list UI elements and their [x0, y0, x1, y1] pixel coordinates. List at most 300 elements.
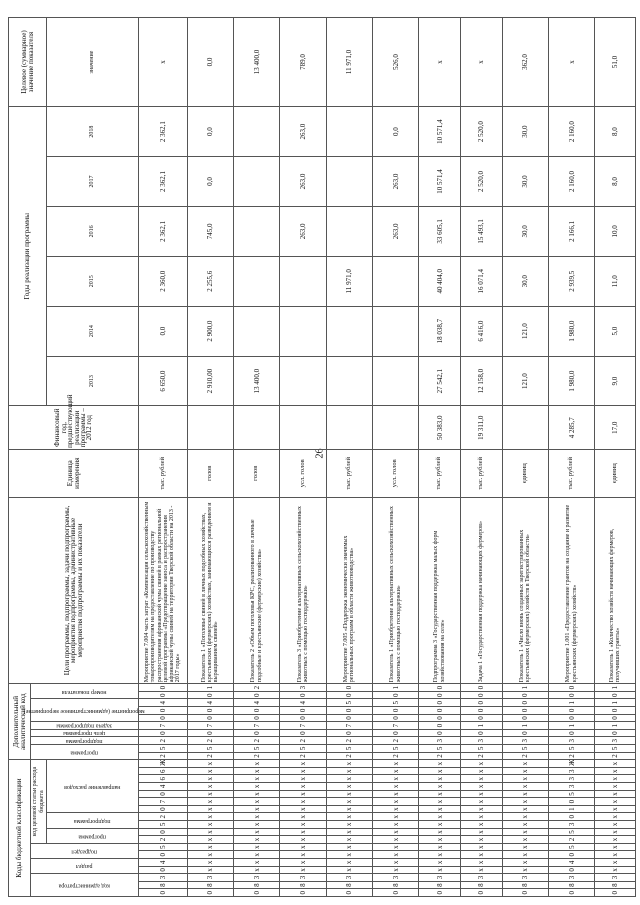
- budget-code-digit: х: [502, 821, 548, 829]
- table-row: [233, 18, 279, 897]
- header-ac-pokazatel: номер показателя: [31, 684, 139, 699]
- row-year-2018: 2 520,0: [461, 107, 503, 157]
- analytic-code-digit: 0: [595, 714, 636, 722]
- analytic-code-digit: 5: [187, 745, 233, 753]
- row-year-2016: 745,0: [187, 206, 233, 256]
- analytic-code-digit: 1: [595, 699, 636, 707]
- budget-code-digit: х: [233, 783, 279, 791]
- budget-code-digit: х: [502, 813, 548, 821]
- budget-code-digit: х: [372, 843, 418, 851]
- table-row: [187, 18, 233, 897]
- row-year-2016: 15 493,1: [461, 206, 503, 256]
- row-year-2018: 10 571,4: [419, 107, 461, 157]
- budget-code-digit: х: [502, 767, 548, 775]
- row-year-2016: 2 166,1: [549, 206, 595, 256]
- analytic-code-digit: 0: [372, 691, 418, 699]
- analytic-code-digit: 2: [233, 684, 279, 692]
- budget-code-digit: 5: [549, 828, 595, 836]
- budget-code-digit: х: [187, 775, 233, 783]
- header-admin-code: код администратора: [31, 874, 139, 897]
- budget-code-digit: 0: [233, 889, 279, 897]
- analytic-code-digit: 0: [549, 714, 595, 722]
- budget-code-digit: х: [595, 775, 636, 783]
- budget-code-digit: 4: [139, 859, 188, 867]
- budget-code-digit: х: [280, 843, 326, 851]
- budget-code-digit: х: [461, 859, 503, 867]
- page-number: 26: [314, 448, 326, 458]
- analytic-code-digit: 0: [461, 707, 503, 715]
- budget-code-digit: х: [280, 783, 326, 791]
- budget-code-digit: х: [502, 866, 548, 874]
- analytic-code-digit: 0: [419, 729, 461, 737]
- budget-code-digit: 8: [549, 881, 595, 889]
- row-year-2017: 263,0: [372, 157, 418, 207]
- budget-code-digit: х: [187, 798, 233, 806]
- analytic-code-digit: 3: [549, 737, 595, 745]
- row-year-2014: 1 980,0: [549, 306, 595, 356]
- budget-code-digit: х: [326, 783, 372, 791]
- row-year-2015: 2 360,0: [139, 256, 188, 306]
- header-year-2016: 2016: [47, 206, 139, 256]
- analytic-code-digit: 2: [326, 737, 372, 745]
- budget-code-digit: 6: [139, 775, 188, 783]
- header-cs-group: код целевой статьи расхода бюджета: [31, 760, 47, 844]
- analytic-code-digit: 0: [280, 691, 326, 699]
- budget-code-digit: х: [595, 760, 636, 768]
- row-year-2015: 11,0: [595, 256, 636, 306]
- analytic-code-digit: 0: [419, 707, 461, 715]
- row-unit: тыс. рублей: [549, 449, 595, 497]
- analytic-code-digit: 0: [139, 714, 188, 722]
- row-target: 789,0: [280, 18, 326, 107]
- budget-code-digit: х: [187, 836, 233, 844]
- analytic-code-digit: 0: [372, 729, 418, 737]
- budget-code-digit: х: [233, 843, 279, 851]
- budget-code-digit: 0: [461, 889, 503, 897]
- analytic-code-digit: 2: [372, 752, 418, 760]
- budget-code-digit: х: [233, 790, 279, 798]
- table-row: [280, 18, 326, 897]
- budget-code-digit: 0: [139, 790, 188, 798]
- row-year-2016: 30,0: [502, 206, 548, 256]
- header-fin-year: Финансовый год, предшествующий реализации программы – 2012 год: [9, 406, 139, 449]
- budget-code-digit: х: [595, 851, 636, 859]
- row-year-2016: 10,0: [595, 206, 636, 256]
- table-row: [326, 18, 372, 897]
- budget-code-digit: 8: [419, 881, 461, 889]
- analytic-code-digit: 2: [326, 752, 372, 760]
- budget-code-digit: 3: [461, 874, 503, 882]
- table-row: [419, 18, 461, 897]
- row-name: [419, 497, 461, 684]
- row-year-2016: 2 362,1: [139, 206, 188, 256]
- budget-code-digit: х: [187, 866, 233, 874]
- row-year-2015: 16 071,4: [461, 256, 503, 306]
- budget-code-digit: х: [233, 775, 279, 783]
- budget-code-digit: х: [372, 828, 418, 836]
- budget-code-digit: х: [280, 836, 326, 844]
- analytic-code-digit: 2: [280, 737, 326, 745]
- budget-code-digit: х: [461, 828, 503, 836]
- budget-code-digit: 6: [139, 767, 188, 775]
- header-name: Цели программы, подпрограммы, задачи подпрограммы, мероприятия подпрограммы, административные мероприятия подпрограммы и их показатели: [9, 497, 139, 684]
- budget-code-digit: х: [280, 767, 326, 775]
- budget-code-digit: х: [187, 813, 233, 821]
- row-year-2016: [326, 206, 372, 256]
- analytic-code-digit: 0: [419, 714, 461, 722]
- row-name-text: Задача 1 «Государственная поддержка начинающих фермеров»: [478, 521, 485, 683]
- budget-code-digit: х: [372, 836, 418, 844]
- analytic-code-digit: 0: [549, 707, 595, 715]
- analytic-code-digit: 1: [549, 722, 595, 730]
- budget-code-digit: х: [187, 821, 233, 829]
- analytic-code-digit: 0: [326, 714, 372, 722]
- analytic-code-digit: 5: [595, 745, 636, 753]
- row-target: 0,0: [187, 18, 233, 107]
- row-year-2013: 27 542,1: [419, 356, 461, 406]
- analytic-code-digit: 4: [280, 699, 326, 707]
- budget-code-digit: х: [326, 851, 372, 859]
- budget-code-digit: х: [187, 767, 233, 775]
- analytic-code-digit: 0: [326, 729, 372, 737]
- analytic-code-digit: 1: [502, 722, 548, 730]
- row-year-2014: 0,0: [139, 306, 188, 356]
- analytic-code-digit: 5: [139, 745, 188, 753]
- row-name-text: Показатель 2 «Объем поголовья КРС, реализованного в личные подсобные и крестьянские (фермерские) хозяйства»: [250, 519, 263, 683]
- budget-code-digit: х: [461, 866, 503, 874]
- analytic-code-digit: 3: [280, 684, 326, 692]
- table-row: [502, 18, 548, 897]
- analytic-code-digit: 0: [187, 707, 233, 715]
- row-name: [326, 497, 372, 684]
- budget-code-digit: 2: [139, 813, 188, 821]
- budget-code-digit: х: [419, 866, 461, 874]
- row-year-2018: 2 362,1: [139, 107, 188, 157]
- budget-code-digit: х: [187, 851, 233, 859]
- budget-code-digit: х: [280, 851, 326, 859]
- analytic-code-digit: 0: [139, 707, 188, 715]
- budget-code-digit: х: [187, 828, 233, 836]
- table-row: [139, 18, 188, 897]
- row-year-2013: 6 650,0: [139, 356, 188, 406]
- analytic-code-digit: 4: [233, 699, 279, 707]
- budget-code-digit: х: [502, 828, 548, 836]
- budget-code-digit: 0: [549, 889, 595, 897]
- analytic-code-digit: 1: [372, 684, 418, 692]
- analytic-code-digit: 0: [461, 691, 503, 699]
- header-ac-cel: цель программы: [31, 729, 139, 737]
- analytic-code-digit: 3: [595, 737, 636, 745]
- budget-code-digit: х: [233, 805, 279, 813]
- row-year-2015: [233, 256, 279, 306]
- budget-code-digit: х: [461, 798, 503, 806]
- budget-code-digit: 2: [139, 836, 188, 844]
- row-year-2017: 2 520,0: [461, 157, 503, 207]
- row-year-2015: [280, 256, 326, 306]
- budget-code-digit: х: [326, 821, 372, 829]
- row-year-2018: 2 160,0: [549, 107, 595, 157]
- row-year-2017: [326, 157, 372, 207]
- row-unit: единиц: [595, 449, 636, 497]
- row-year-2017: 10 571,4: [419, 157, 461, 207]
- analytic-code-digit: 1: [549, 699, 595, 707]
- budget-code-digit: х: [233, 828, 279, 836]
- row-fin-2012: [502, 406, 548, 449]
- budget-code-digit: х: [595, 813, 636, 821]
- header-year-2015: 2015: [47, 256, 139, 306]
- analytic-code-digit: 0: [139, 729, 188, 737]
- header-year-2018: 2018: [47, 107, 139, 157]
- row-name-text: Показатель 1 «Приобретение альтернативных сельскохозяйственных животных с помощью господдержки»: [389, 506, 402, 683]
- analytic-code-digit: 7: [280, 722, 326, 730]
- budget-code-digit: 0: [139, 828, 188, 836]
- budget-code-digit: 7: [139, 798, 188, 806]
- budget-code-digit: х: [419, 805, 461, 813]
- analytic-code-digit: 5: [502, 745, 548, 753]
- row-year-2015: 30,0: [502, 256, 548, 306]
- row-year-2016: [233, 206, 279, 256]
- budget-code-digit: х: [595, 805, 636, 813]
- row-year-2014: 5,0: [595, 306, 636, 356]
- budget-code-digit: х: [372, 851, 418, 859]
- analytic-code-digit: 0: [372, 707, 418, 715]
- budget-code-digit: х: [233, 859, 279, 867]
- analytic-code-digit: 2: [502, 752, 548, 760]
- budget-code-digit: х: [461, 783, 503, 791]
- budget-code-digit: 3: [280, 874, 326, 882]
- budget-code-digit: х: [326, 866, 372, 874]
- analytic-code-digit: 2: [419, 752, 461, 760]
- analytic-code-digit: 3: [419, 737, 461, 745]
- budget-code-digit: 0: [419, 889, 461, 897]
- header-year-2013: 2013: [47, 356, 139, 406]
- row-name-text: Показатель 1 «Поголовье свиней в личных подсобных хозяйствах, крестьянских (фермерских) хозяйствах, занимающихся разведением и выращиванием свиней»: [201, 502, 220, 683]
- budget-code-digit: 0: [595, 889, 636, 897]
- analytic-code-digit: 0: [461, 729, 503, 737]
- budget-code-digit: х: [372, 798, 418, 806]
- budget-code-digit: х: [280, 828, 326, 836]
- budget-code-digit: х: [233, 866, 279, 874]
- row-year-2013: 1 980,0: [549, 356, 595, 406]
- row-year-2013: 9,0: [595, 356, 636, 406]
- row-name: [233, 497, 279, 684]
- budget-code-digit: 2: [549, 836, 595, 844]
- budget-code-digit: х: [280, 859, 326, 867]
- row-year-2016: 263,0: [372, 206, 418, 256]
- budget-code-digit: х: [502, 760, 548, 768]
- row-fin-2012: 19 311,0: [461, 406, 503, 449]
- analytic-code-digit: 0: [549, 729, 595, 737]
- analytic-code-digit: 1: [502, 684, 548, 692]
- table-body: [139, 18, 636, 897]
- budget-code-digit: х: [326, 760, 372, 768]
- row-year-2013: 13 400,0: [233, 356, 279, 406]
- header-value: значение: [47, 18, 139, 107]
- analytic-code-digit: 2: [187, 737, 233, 745]
- header-target-group: Целевое (суммарное) значение показателя: [9, 18, 47, 107]
- budget-code-digit: х: [280, 760, 326, 768]
- budget-code-digit: х: [502, 775, 548, 783]
- analytic-code-digit: 0: [595, 729, 636, 737]
- row-year-2016: 263,0: [280, 206, 326, 256]
- row-year-2014: 18 038,7: [419, 306, 461, 356]
- budget-code-digit: х: [326, 843, 372, 851]
- budget-code-digit: 0: [139, 866, 188, 874]
- header-podrazdel: подраздел: [31, 843, 139, 858]
- budget-code-digit: х: [280, 821, 326, 829]
- analytic-code-digit: 2: [233, 737, 279, 745]
- budget-code-digit: 3: [139, 874, 188, 882]
- analytic-code-digit: 7: [139, 722, 188, 730]
- analytic-code-digit: 0: [187, 714, 233, 722]
- budget-code-digit: х: [372, 866, 418, 874]
- budget-code-digit: 3: [595, 874, 636, 882]
- budget-table: [8, 17, 636, 897]
- analytic-code-digit: 1: [187, 684, 233, 692]
- analytic-code-digit: 0: [280, 707, 326, 715]
- header-ac-meropriyatie: мероприятие (административное мероприятие): [31, 699, 139, 722]
- budget-code-digit: х: [461, 821, 503, 829]
- analytic-code-digit: 0: [326, 691, 372, 699]
- budget-code-digit: х: [461, 813, 503, 821]
- budget-code-digit: х: [419, 783, 461, 791]
- budget-code-digit: х: [187, 790, 233, 798]
- row-name: [502, 497, 548, 684]
- table-row: [549, 18, 595, 897]
- budget-code-digit: 0: [139, 805, 188, 813]
- budget-code-digit: х: [280, 805, 326, 813]
- budget-code-digit: 4: [549, 859, 595, 867]
- budget-code-digit: 0: [502, 889, 548, 897]
- analytic-code-digit: 0: [233, 714, 279, 722]
- row-target: х: [139, 18, 188, 107]
- row-unit: голов: [187, 449, 233, 497]
- analytic-code-digit: 0: [595, 707, 636, 715]
- analytic-code-digit: 0: [502, 699, 548, 707]
- budget-code-digit: х: [419, 775, 461, 783]
- row-fin-2012: [139, 406, 188, 449]
- row-name-text: Показатель 3 «Приобретение альтернативных сельскохозяйственных животных с помощью господдержки»: [296, 506, 309, 683]
- analytic-code-digit: 0: [549, 684, 595, 692]
- row-name-text: Мероприятие 1.001 «Предоставление грантов на создание и развитие крестьянских (фермерских) хозяйств»: [565, 504, 578, 683]
- budget-code-digit: х: [280, 798, 326, 806]
- analytic-code-digit: 5: [326, 745, 372, 753]
- budget-code-digit: 0: [549, 866, 595, 874]
- header-codes-group: Коды бюджетной классификации: [9, 760, 31, 897]
- budget-code-digit: х: [419, 790, 461, 798]
- budget-code-digit: х: [502, 859, 548, 867]
- table-row: [595, 18, 636, 897]
- row-year-2017: 263,0: [280, 157, 326, 207]
- analytic-code-digit: 0: [233, 707, 279, 715]
- budget-code-digit: 8: [326, 881, 372, 889]
- row-year-2015: 2 255,6: [187, 256, 233, 306]
- budget-code-digit: х: [595, 798, 636, 806]
- row-fin-2012: 17,0: [595, 406, 636, 449]
- budget-code-digit: х: [461, 760, 503, 768]
- analytic-code-digit: 0: [187, 729, 233, 737]
- budget-code-digit: 5: [549, 843, 595, 851]
- budget-code-digit: х: [326, 859, 372, 867]
- budget-code-digit: 0: [549, 813, 595, 821]
- analytic-code-digit: 1: [595, 684, 636, 692]
- row-target: 51,0: [595, 18, 636, 107]
- row-year-2014: 6 416,0: [461, 306, 503, 356]
- row-year-2017: 2 160,0: [549, 157, 595, 207]
- budget-code-digit: 3: [549, 783, 595, 791]
- analytic-code-digit: 0: [280, 729, 326, 737]
- row-name-text: Мероприятие 7.004 часть затрат «Компенсация сельскохозяйственным товаропроизводителям на предоставление по производству распространения африканской чумы свиней в рамках региональной целевой программы «Предотвращение заноса и распространения африканской чумы свиней на территории Тверской области на 2013 - 2017 годы»: [144, 501, 182, 683]
- budget-code-digit: Ж: [139, 760, 188, 768]
- analytic-code-digit: 0: [326, 707, 372, 715]
- analytic-code-digit: 0: [461, 684, 503, 692]
- analytic-code-digit: 5: [461, 745, 503, 753]
- analytic-code-digit: 0: [502, 714, 548, 722]
- header-extra-code-group: Дополнительный аналитический код: [9, 684, 31, 760]
- row-year-2014: [372, 306, 418, 356]
- budget-code-digit: х: [595, 843, 636, 851]
- budget-code-digit: х: [187, 859, 233, 867]
- header-napravlenie: направление расходов: [47, 760, 139, 813]
- budget-code-digit: х: [372, 805, 418, 813]
- analytic-code-digit: 5: [280, 745, 326, 753]
- budget-code-digit: х: [233, 760, 279, 768]
- header-years-group: Годы реализации программы: [9, 107, 47, 406]
- analytic-code-digit: 0: [187, 691, 233, 699]
- budget-code-digit: х: [502, 798, 548, 806]
- budget-code-digit: х: [372, 821, 418, 829]
- row-year-2013: [280, 356, 326, 406]
- budget-code-digit: х: [502, 805, 548, 813]
- row-name: [139, 497, 188, 684]
- row-fin-2012: [280, 406, 326, 449]
- analytic-code-digit: 2: [187, 752, 233, 760]
- row-year-2015: 11 971,0: [326, 256, 372, 306]
- row-target: х: [419, 18, 461, 107]
- budget-code-digit: х: [233, 813, 279, 821]
- budget-code-digit: х: [280, 790, 326, 798]
- analytic-code-digit: 3: [461, 737, 503, 745]
- budget-code-digit: х: [372, 783, 418, 791]
- row-name-text: Показатель 1 «Число вновь созданных зарегистрированных крестьянских (фермерских) хозяйств в Тверской области»: [519, 529, 532, 683]
- budget-code-digit: х: [233, 851, 279, 859]
- budget-code-digit: 3: [372, 874, 418, 882]
- budget-code-digit: х: [372, 775, 418, 783]
- row-fin-2012: 50 383,0: [419, 406, 461, 449]
- analytic-code-digit: 0: [549, 691, 595, 699]
- budget-code-digit: 3: [419, 874, 461, 882]
- budget-table-rotated: [8, 17, 636, 897]
- analytic-code-digit: 0: [502, 691, 548, 699]
- row-fin-2012: [326, 406, 372, 449]
- budget-code-digit: х: [233, 836, 279, 844]
- budget-code-digit: 8: [139, 881, 188, 889]
- budget-code-digit: х: [326, 775, 372, 783]
- budget-code-digit: х: [419, 798, 461, 806]
- budget-code-digit: х: [280, 775, 326, 783]
- analytic-code-digit: 7: [326, 722, 372, 730]
- row-year-2018: 0,0: [372, 107, 418, 157]
- analytic-code-digit: 0: [280, 714, 326, 722]
- budget-code-digit: х: [233, 798, 279, 806]
- budget-code-digit: х: [419, 813, 461, 821]
- analytic-code-digit: 2: [461, 752, 503, 760]
- analytic-code-digit: 5: [326, 699, 372, 707]
- analytic-code-digit: 4: [139, 699, 188, 707]
- row-year-2014: [326, 306, 372, 356]
- row-name: [461, 497, 503, 684]
- row-unit: усл. голов: [372, 449, 418, 497]
